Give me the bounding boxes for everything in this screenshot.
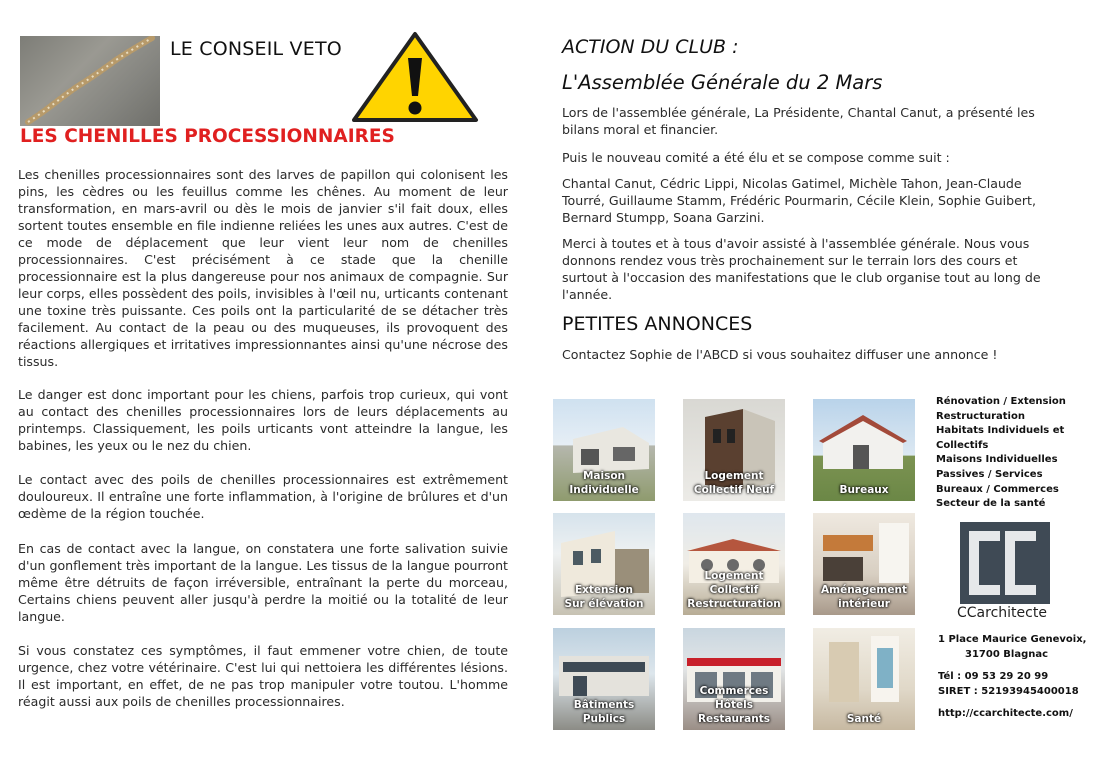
- tile-label: Aménagement: [821, 584, 907, 596]
- tile-label: Sur élévation: [564, 598, 644, 610]
- committee-list: Chantal Canut, Cédric Lippi, Nicolas Gatimel, Michèle Tahon, Jean-Claude Tourré, Guillaume Stamm, Frédéric Pourmarin, Cécile Klein, Sophie Guibert, Bernard Stumpp, Soana Garzini.: [562, 176, 1036, 225]
- tile-bureaux: [813, 399, 915, 501]
- tile-logement-collectif-neuf: [683, 399, 785, 501]
- company-address: [938, 633, 1086, 662]
- tile-label: Hôtels: [715, 699, 753, 711]
- services-list: [936, 395, 1086, 512]
- club-paragraph: Lors de l'assemblée générale, La Présidente, Chantal Canut, a présenté les bilans moral et financier.: [562, 105, 1035, 137]
- assembly-subtitle: L'Assemblée Générale du 2 Mars: [562, 71, 883, 94]
- service-item: Secteur de la santé: [936, 498, 1046, 510]
- annonces-title: PETITES ANNONCES: [562, 313, 753, 335]
- company-name: CCarchitecte: [957, 605, 1047, 621]
- article-paragraph: En cas de contact avec la langue, on constatera une forte salivation suivie d'un gonflement très important de la langue. Les tissus de la langue pourront même être détruits de façon irréversible, entraînant la perte du morceau, Certains chiens peuvent aller jusqu'à perdre la moitié ou la totalité de leur langue.: [18, 541, 508, 624]
- tile-extension: [553, 513, 655, 615]
- tile-logement-collectif-restructuration: [683, 513, 785, 615]
- address-line: 1 Place Maurice Genevoix,: [938, 634, 1087, 645]
- service-item: Habitats Individuels et: [936, 425, 1065, 437]
- club-title: ACTION DU CLUB :: [562, 36, 739, 58]
- phone-number: Tél : 09 53 29 20 99: [938, 671, 1049, 682]
- tile-label: Logement: [704, 470, 764, 482]
- caterpillar-photo: [20, 36, 160, 126]
- tile-label: Collectif Neuf: [693, 484, 775, 496]
- tile-label: Individuelle: [569, 484, 639, 496]
- siret-number: SIRET : 52193945400018: [938, 685, 1079, 697]
- tile-batiments-publics: [553, 628, 655, 730]
- tile-label: Restructuration: [687, 598, 781, 610]
- tile-amenagement-interieur: [813, 513, 915, 615]
- article-headline: LES CHENILLES PROCESSIONNAIRES: [20, 126, 395, 147]
- tile-sante: [813, 628, 915, 730]
- club-paragraph: Puis le nouveau comité a été élu et se compose comme suit :: [562, 150, 950, 165]
- tile-maison-individuelle: [553, 399, 655, 501]
- article-paragraph: Si vous constatez ces symptômes, il faut emmener votre chien, de toute urgence, chez votre vétérinaire. C'est lui qui nettoiera les différentes lésions. Il est important, en effet, de ne pas trop manipuler votre toutou. L'homme réagit aussi aux poils de chenilles processionnaires.: [18, 643, 508, 709]
- service-item: Passives / Services: [936, 468, 1043, 480]
- tile-label: Maison: [582, 470, 626, 482]
- address-line: 31700 Blagnac: [965, 648, 1049, 660]
- company-contact: [938, 670, 1079, 699]
- article-paragraph: Les chenilles processionnaires sont des larves de papillon qui colonisent les pins, les cèdres ou les feuillus comme les chênes. Au moment de leur transformation, en mars-avril ou dès le mois de janvier s'il fait doux, elles sortent toutes ensemble en file indienne reliées les unes aux autres. C'est de ce mode de déplacement que leur vient leur nom de chenilles processionnaires. C'est précisément à ce stade que la chenille processionnaire est la plus dangereuse pour nos animaux de compagnie. Sur leur corps, elles possèdent des poils, invisibles à l'œil nu, urticants contenant une toxine très puissante. Ces poils ont la particularité de se détacher très facilement. Au contact de la peau ou des muqueuses, ils provoquent des réactions allergiques et irritatives impressionnantes ainsi qu'une nécrose des tissus.: [18, 167, 508, 369]
- tile-label: Commerces: [699, 685, 769, 697]
- website-link[interactable]: http://ccarchitecte.com/: [938, 708, 1073, 719]
- ccarchitecte-logo: [960, 522, 1050, 604]
- service-item: Bureaux / Commerces: [936, 483, 1059, 495]
- service-item: Rénovation / Extension: [936, 396, 1066, 407]
- article-paragraph: Le contact avec des poils de chenilles processionnaires est extrêmement douloureux. Il entraîne une forte inflammation, à l'origine de brûlures et d'un œdème de la région touchée.: [18, 472, 508, 521]
- tile-label: Collectif: [709, 584, 759, 596]
- article-paragraph: Le danger est donc important pour les chiens, parfois trop curieux, qui vont au contact des chenilles processionnaires lors de leurs déplacements au printemps. Classiquement, les poils urticants vont atteindre la langue, les babines, les yeux ou le nez du chien.: [18, 387, 508, 453]
- section-title: LE CONSEIL VETO: [170, 38, 342, 60]
- tile-label: Santé: [846, 713, 882, 725]
- tile-commerces: [683, 628, 785, 730]
- tile-label: Logement: [704, 570, 764, 582]
- tile-label: intérieur: [838, 598, 890, 610]
- annonces-text: Contactez Sophie de l'ABCD si vous souhaitez diffuser une annonce !: [562, 347, 998, 362]
- tile-label: Bâtiments: [573, 699, 635, 711]
- service-item: Maisons Individuelles: [936, 454, 1058, 466]
- tile-label: Restaurants: [697, 713, 771, 725]
- warning-icon: [350, 30, 480, 125]
- club-paragraph: Merci à toutes et à tous d'avoir assisté à l'assemblée générale. Nous vous donnons rendez vous très prochainement sur le terrain lors des cours et surtout à l'occasion des manifestations que le club organise tout au long de l'année.: [562, 236, 1041, 302]
- service-item: Restructuration: [936, 410, 1025, 422]
- tile-label: Bureaux: [839, 484, 889, 496]
- service-item: Collectifs: [936, 439, 989, 451]
- tile-label: Publics: [582, 713, 626, 725]
- tile-label: Extension: [574, 584, 634, 596]
